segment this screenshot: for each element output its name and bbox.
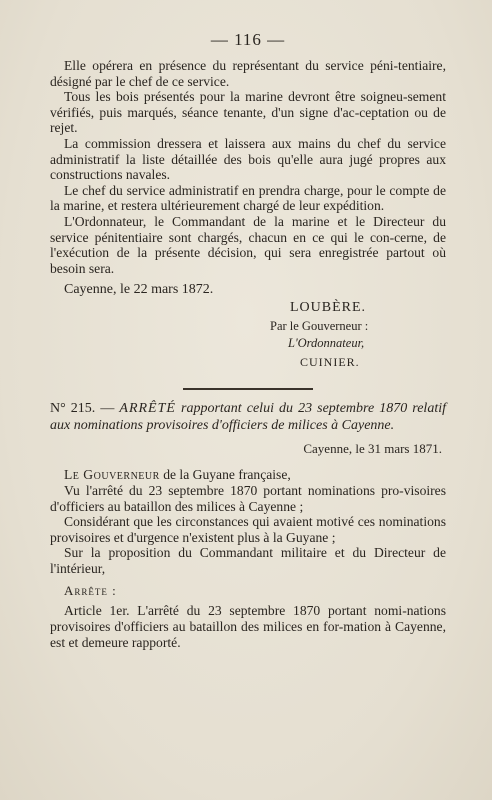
by-line: Par le Gouverneur : — [270, 319, 369, 334]
gouverneur-rest: de la Guyane française, — [163, 467, 291, 483]
paragraph-vu: Vu l'arrêté du 23 septembre 1870 portant nominations pro-visoires d'officiers au bataillon des milices à Cayenne ; — [50, 482, 446, 514]
paragraph-proposition: Sur la proposition du Commandant militaire et du Directeur de l'intérieur, — [50, 545, 446, 576]
signature-loubere: LOUBÈRE. — [290, 300, 367, 316]
paragraph-bois-verification: Tous les bois présentés pour la marine devront être soigneu-sement vérifiés, puis marqués, séance tenante, d'un signe d'ac-ceptation ou de rejet. — [50, 89, 446, 136]
arrete-date: Cayenne, le 31 mars 1871. — [303, 441, 442, 457]
section-divider — [183, 388, 313, 390]
paragraph-liste-bois: La commission dressera et laissera aux mains du chef du service administratif la liste détaillée des bois qu'elle aura jugé propres aux constructions navales. — [50, 135, 446, 183]
arrete-number: N° 215. — — [50, 401, 115, 417]
paragraph-execution: L'Ordonnateur, le Commandant de la marine et le Directeur du service pénitentiaire sont chargés, chacun en ce qui le con-cerne, de l'exécution de la présente décision, qui sera enregistrée partout où besoin sera. — [50, 213, 446, 276]
paragraph-considerant: Considérant que les circonstances qui avaient motivé ces nominations provisoires et d'urgence n'existent plus à la Guyane ; — [50, 514, 446, 545]
arrete-label: Arrête : — [64, 583, 117, 599]
paragraph-commission-presence: Elle opérera en présence du représentant du service péni-tentiaire, désigné par le chef de ce service. — [50, 58, 446, 89]
gouverneur-title: Le Gouverneur — [64, 467, 160, 483]
date-line: Cayenne, le 22 mars 1872. — [64, 282, 214, 298]
arrete-title: ARRÊTÉ — [119, 401, 176, 417]
signature-cuinier: CUINIER. — [300, 355, 360, 370]
article-1: Article 1er. L'arrêté du 23 septembre 1870 portant nomi-nations provisoires d'officiers au bataillon des milices en for-mation à Cayenne, est et demeure rapporté. — [50, 603, 446, 650]
paragraph-chef-service: Le chef du service administratif en prendra charge, pour le compte de la marine, et restera ultérieurement chargé de leur expédition. — [50, 182, 446, 214]
ordonnateur-label: L'Ordonnateur, — [288, 336, 365, 351]
gouverneur-line — [50, 467, 446, 483]
arrete-subject: rapportant celui du 23 septembre 1870 relatif aux nominations provisoires d'officiers de milices à Cayenne. — [50, 401, 446, 434]
page-number: — 116 — — [210, 30, 286, 49]
arrete-heading — [50, 400, 446, 434]
